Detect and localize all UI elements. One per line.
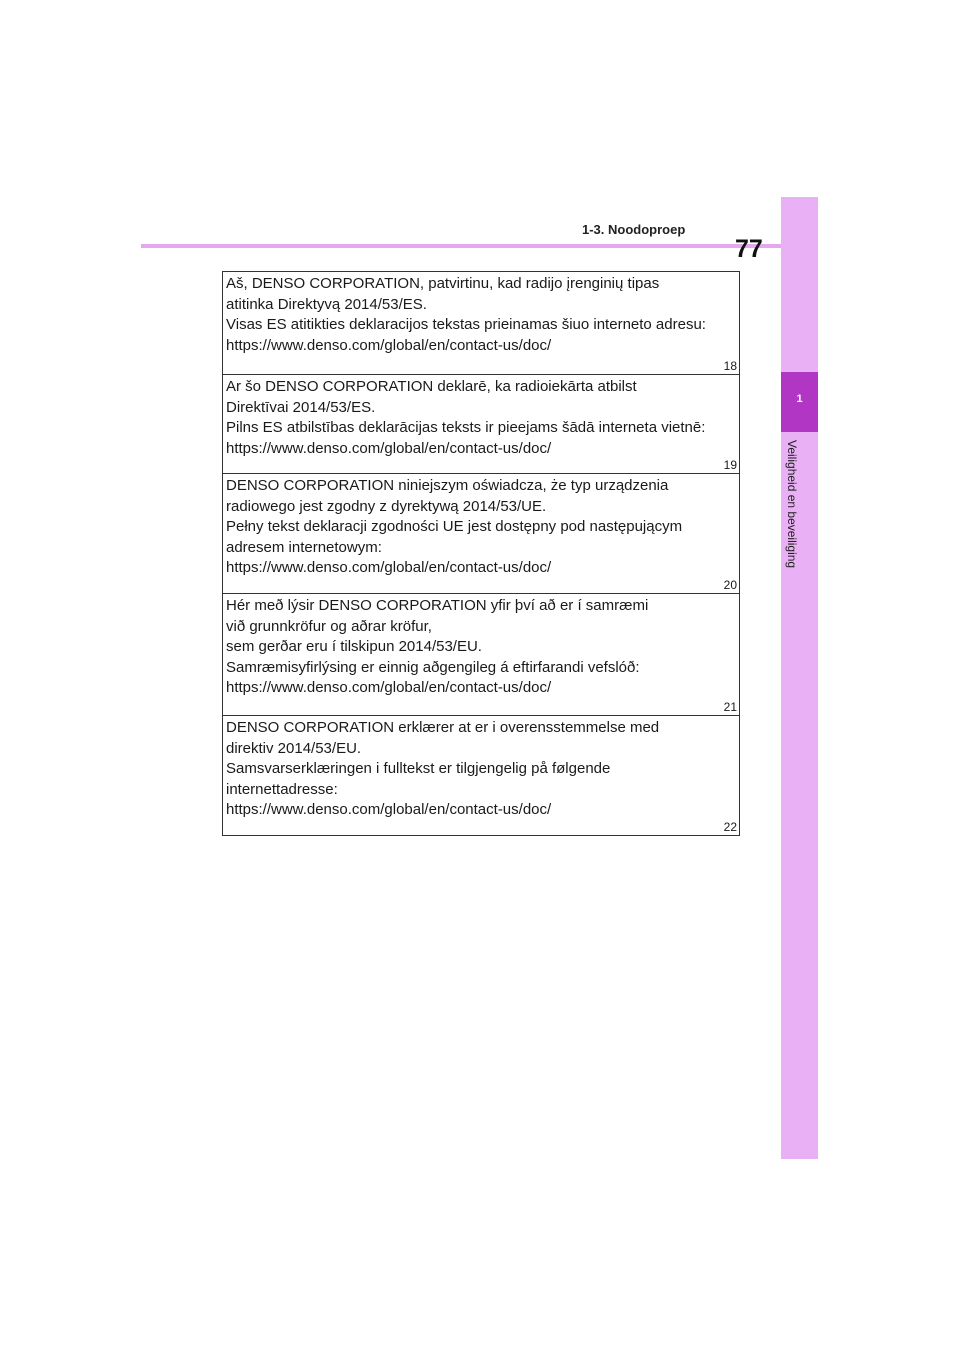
side-tab (781, 197, 818, 1159)
declaration-row-22 (223, 716, 739, 835)
declaration-row-18 (223, 272, 739, 375)
section-label: 1-3. Noodoproep (582, 222, 686, 237)
declaration-ref-number: 21 (723, 700, 737, 714)
declaration-text (223, 375, 739, 459)
declaration-text (223, 716, 739, 821)
declaration-ref-number: 18 (723, 359, 737, 373)
declaration-line: sem gerðar eru í tilskipun 2014/53/EU. (226, 638, 482, 655)
declaration-line: við grunnkröfur og aðrar kröfur, (226, 617, 432, 635)
header-rule (141, 244, 782, 248)
declaration-text (223, 594, 739, 699)
declaration-line: Visas ES atitikties deklaracijos tekstas prieinamas šiuo interneto adresu: (226, 316, 706, 333)
declaration-line: DENSO CORPORATION erklærer at er i overensstemmelse med (226, 719, 660, 736)
declaration-line: Aš, DENSO CORPORATION, patvirtinu, kad radijo įrenginių tipas (226, 275, 660, 292)
page-number: 77 (735, 235, 763, 263)
declaration-line: Ar šo DENSO CORPORATION deklarē, ka radioiekārta atbilst (226, 378, 637, 395)
declaration-text (223, 272, 739, 356)
declaration-line: Pełny tekst deklaracji zgodności UE jest dostępny pod następującym (226, 518, 683, 535)
declaration-url: https://www.denso.com/global/en/contact-us/doc/ (226, 801, 552, 818)
declaration-ref-number: 19 (723, 458, 737, 472)
declaration-ref-number: 22 (723, 820, 737, 834)
declaration-url: https://www.denso.com/global/en/contact-us/doc/ (226, 559, 552, 576)
side-tab-chapter-number: 1 (796, 393, 803, 405)
declaration-row-20 (223, 474, 739, 594)
declaration-line: direktiv 2014/53/EU. (226, 739, 362, 757)
side-tab-chapter-title: Veiligheid en beveiliging (785, 440, 799, 569)
declaration-url: https://www.denso.com/global/en/contact-us/doc/ (226, 439, 552, 457)
declaration-text (223, 474, 739, 579)
declaration-line: Pilns ES atbilstības deklarācijas teksts ir pieejams šādā interneta vietnē: (226, 419, 706, 436)
declaration-table (222, 271, 740, 836)
declaration-line: Samræmisyfirlýsing er einnig aðgengileg á eftirfarandi vefslóð: (226, 658, 640, 676)
declaration-url: https://www.denso.com/global/en/contact-us/doc/ (226, 336, 552, 354)
declaration-line: DENSO CORPORATION niniejszym oświadcza, że typ urządzenia (226, 477, 669, 494)
declaration-url: https://www.denso.com/global/en/contact-us/doc/ (226, 679, 552, 696)
declaration-row-21 (223, 594, 739, 716)
declaration-line: Hér með lýsir DENSO CORPORATION yfir því að er í samræmi (226, 597, 649, 614)
declaration-row-19 (223, 375, 739, 474)
declaration-line: atitinka Direktyvą 2014/53/ES. (226, 295, 427, 313)
declaration-line: adresem internetowym: (226, 538, 382, 556)
declaration-line: radiowego jest zgodny z dyrektywą 2014/53/UE. (226, 497, 547, 515)
declaration-ref-number: 20 (723, 578, 737, 592)
declaration-line: Direktīvai 2014/53/ES. (226, 398, 376, 416)
declaration-line: internettadresse: (226, 780, 338, 798)
declaration-line: Samsvarserklæringen i fulltekst er tilgjengelig på følgende (226, 760, 611, 777)
